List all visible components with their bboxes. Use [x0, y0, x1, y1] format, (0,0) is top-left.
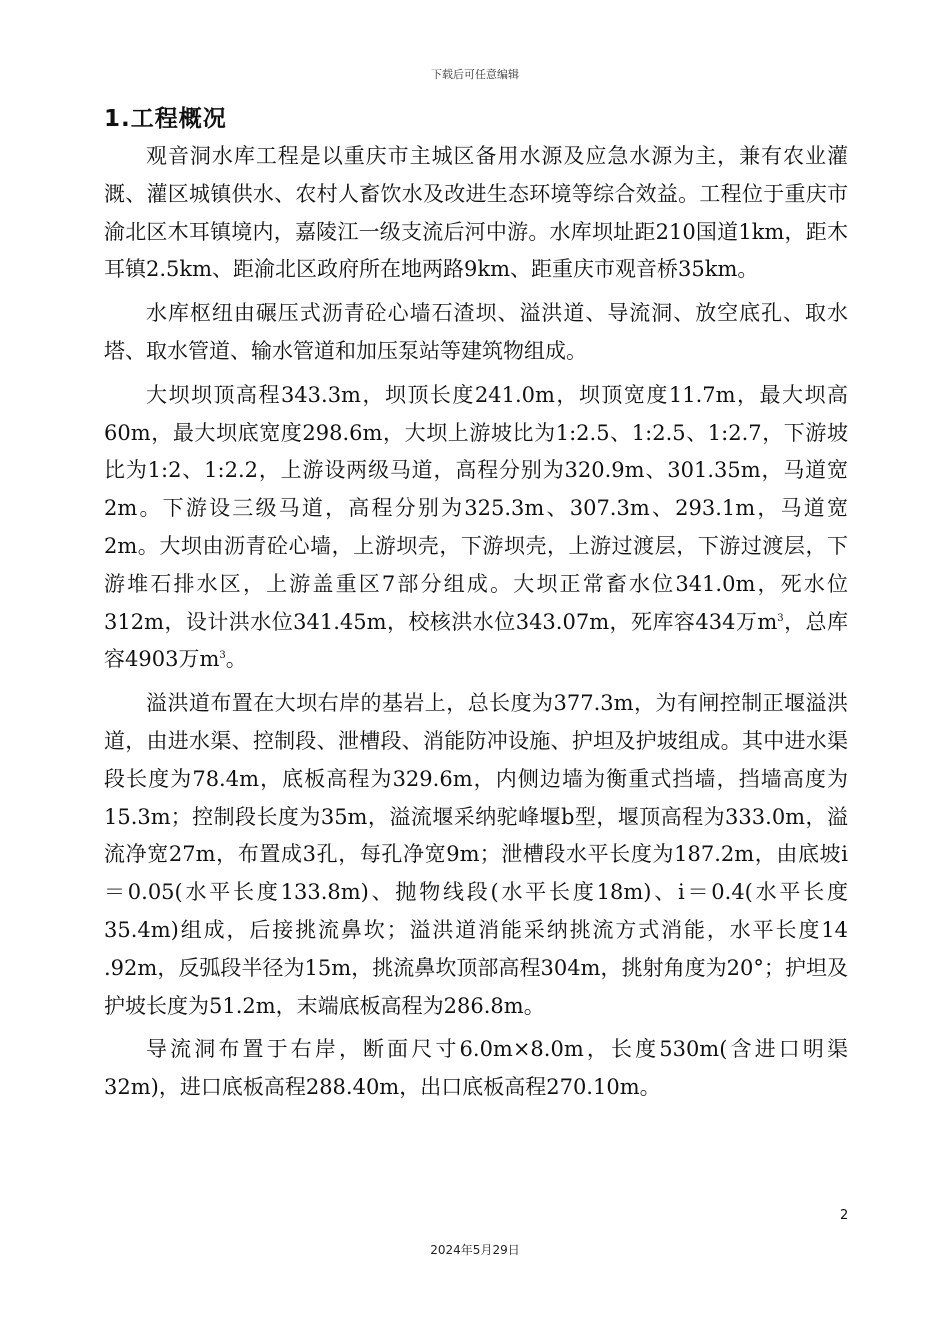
dam-text-end: 。	[225, 647, 247, 672]
paragraph-diversion-tunnel: 导流洞布置于右岸，断面尺寸6.0m×8.0m，长度530m(含进口明渠32m)，进口底板高程288.40m，出口底板高程270.10m。	[104, 1037, 848, 1100]
superscript: 3	[777, 612, 784, 624]
paragraph-hub-composition: 水库枢纽由碾压式沥青砼心墙石渣坝、溢洪道、导流洞、放空底孔、取水塔、取水管道、输水管道和加压泵站等建筑物组成。	[104, 301, 848, 363]
page-number: 2	[840, 1208, 849, 1223]
superscript: 3	[219, 650, 226, 662]
paragraph-dam	[104, 377, 848, 679]
dam-text: 大坝坝顶高程343.3m，坝顶长度241.0m，坝顶宽度11.7m，最大坝高60m，最大坝底宽度298.6m，大坝上游坡比为1:2.5、1:2.5、1:2.7，下游坡比为1:2、1:2.2，上游设两级马道，高程分别为320.9m、301.35m，马道宽2m。下游设三级马道，高程分别为325.3m、307.3m、293.1m，马道宽2m。大坝由沥青砼心墙，上游坝壳，下游坝壳，上游过渡层，下游过渡层，下游堆石排水区，上游盖重区7部分组成。大坝正常畜水位341.0m，死水位312m，设计洪水位341.45m，校核洪水位343.07m，死库容434万m	[104, 382, 848, 634]
dam-text-cont: ，总库容4903万m	[104, 609, 848, 672]
page-footer-date: 2024年5月29日	[430, 1243, 520, 1257]
page-header: 下载后可任意编辑	[431, 68, 519, 81]
paragraph-overview: 观音洞水库工程是以重庆市主城区备用水源及应急水源为主，兼有农业灌溉、灌区城镇供水、农村人畜饮水及改进生态环境等综合效益。工程位于重庆市渝北区木耳镇境内，嘉陵江一级支流后河中游。水库坝址距210国道1km，距木耳镇2.5km、距渝北区政府所在地两路9km、距重庆市观音桥35km。	[104, 144, 848, 282]
document-body	[104, 138, 848, 1113]
paragraph-spillway: 溢洪道布置在大坝右岸的基岩上，总长度为377.3m，为有闸控制正堰溢洪道，由进水渠、控制段、泄槽段、消能防冲设施、护坦及护坡组成。其中进水渠段长度为78.4m，底板高程为329.6m，内侧边墙为衡重式挡墙，挡墙高度为15.3m；控制段长度为35m，溢流堰采纳驼峰堰b型，堰顶高程为333.0m，溢流净宽27m，布置成3孔，每孔净宽9m；泄槽段水平长度为187.2m，由底坡i＝0.05(水平长度133.8m)、抛物线段(水平长度18m)、i＝0.4(水平长度35.4m)组成，后接挑流鼻坎；溢洪道消能采纳挑流方式消能，水平长度14 .92m，反弧段半径为15m，挑流鼻坎顶部高程304m，挑射角度为20°；护坦及护坡长度为51.2m，末端底板高程为286.8m。	[104, 691, 848, 1018]
section-title: 1.工程概况	[104, 106, 227, 132]
